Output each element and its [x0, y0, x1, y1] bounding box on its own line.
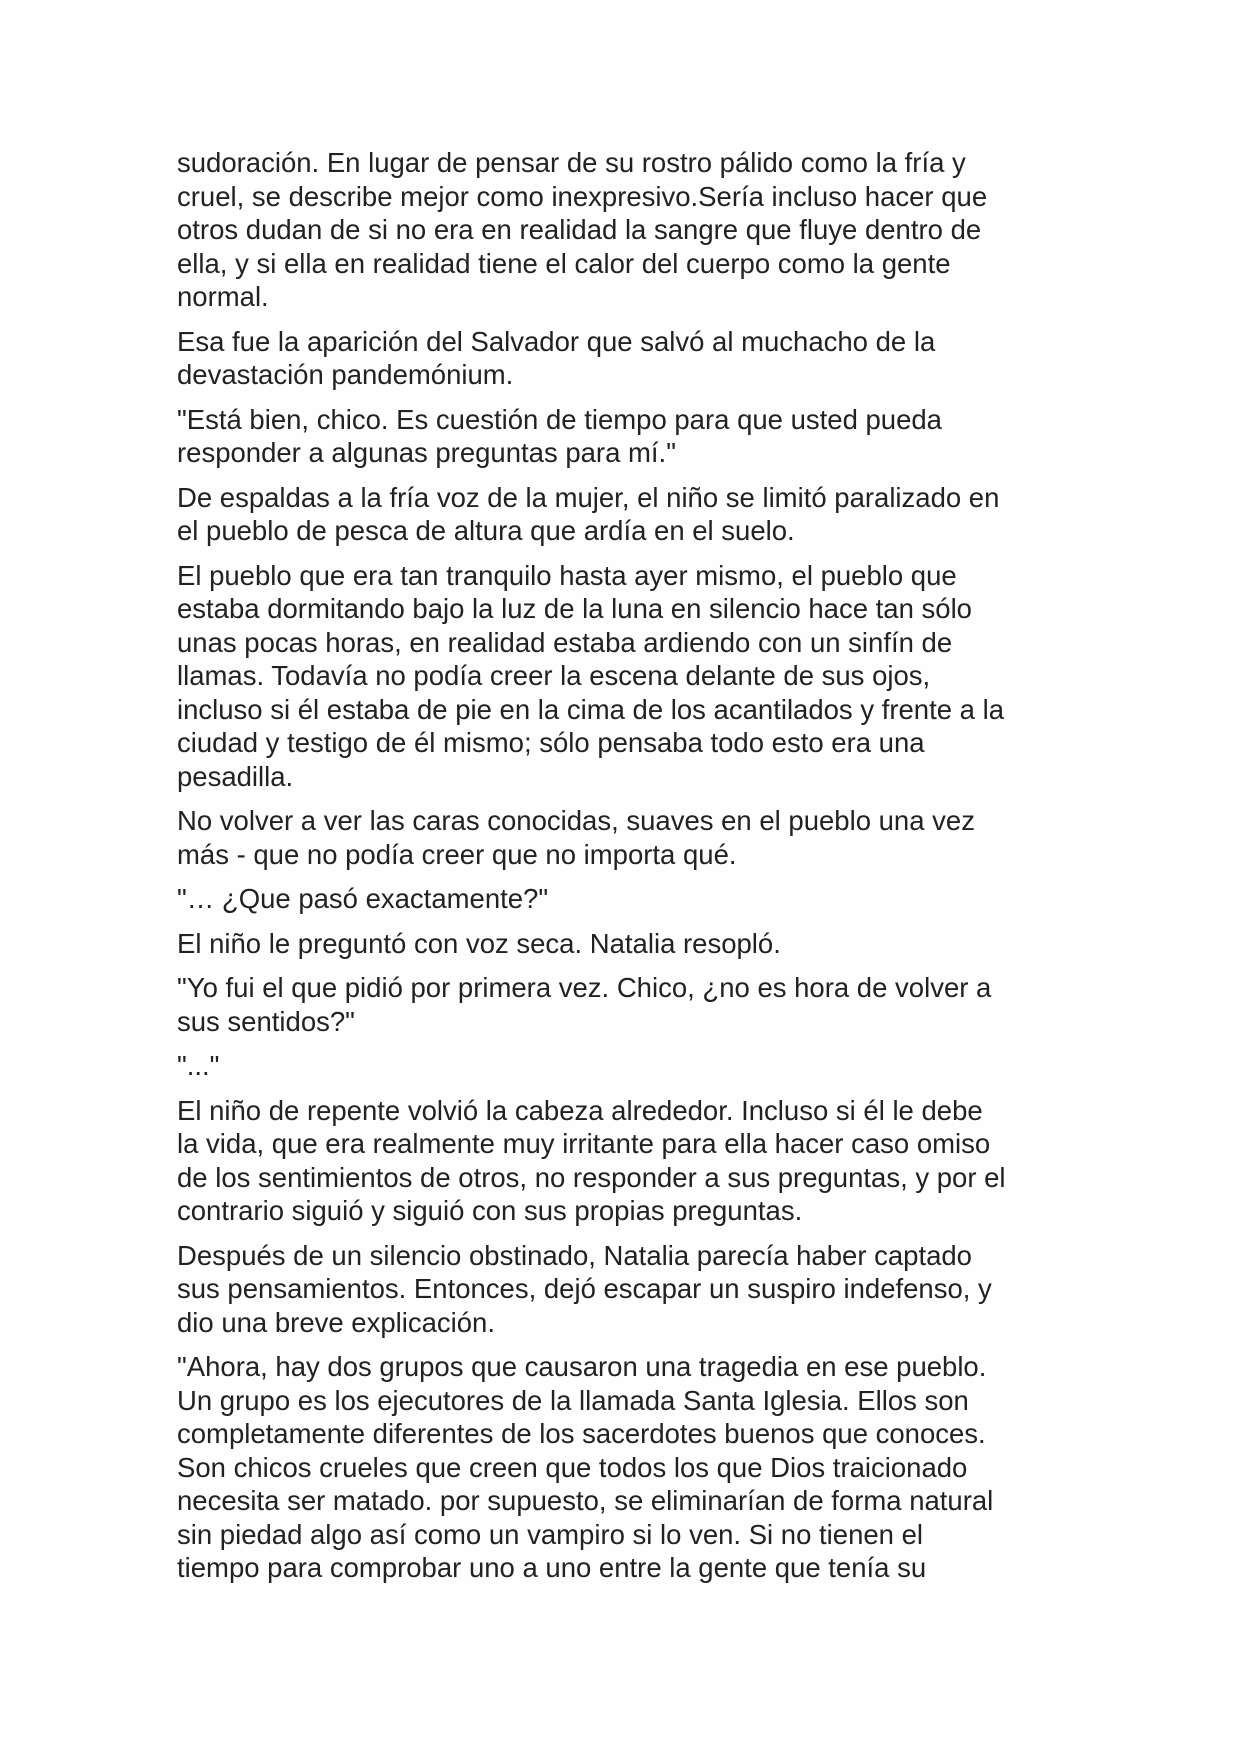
- body-text: [177, 146, 1077, 1596]
- paragraph: "Yo fui el que pidió por primera vez. Chico, ¿no es hora de volver a sus sentidos?": [177, 972, 992, 1037]
- paragraph: De espaldas a la fría voz de la mujer, el niño se limitó paralizado en el pueblo de pesca de altura que ardía en el suelo.: [177, 481, 1000, 546]
- paragraph: El niño de repente volvió la cabeza alrededor. Incluso si él le debe la vida, que era realmente muy irritante para ella hacer caso omiso de los sentimientos de otros, no responder a sus preguntas, y por el contrario siguió y siguió con sus propias preguntas.: [177, 1094, 1006, 1226]
- paragraph: "… ¿Que pasó exactamente?": [177, 883, 549, 914]
- paragraph: Esa fue la aparición del Salvador que salvó al muchacho de la devastación pandemónium.: [177, 325, 936, 390]
- paragraph: Después de un silencio obstinado, Natalia parecía haber captado sus pensamientos. Entonces, dejó escapar un suspiro indefenso, y dio una breve explicación.: [177, 1239, 992, 1338]
- paragraph: El pueblo que era tan tranquilo hasta ayer mismo, el pueblo que estaba dormitando bajo la luz de la luna en silencio hace tan sólo unas pocas horas, en realidad estaba ardiendo con un sinfín de llamas. Todavía no podía creer la escena delante de sus ojos, incluso si él estaba de pie en la cima de los acantilados y frente a la ciudad y testigo de él mismo; sólo pensaba todo esto era una pesadilla.: [177, 559, 1005, 792]
- paragraph: "Está bien, chico. Es cuestión de tiempo para que usted pueda responder a algunas preguntas para mí.": [177, 403, 942, 468]
- paragraph: sudoración. En lugar de pensar de su rostro pálido como la fría y cruel, se describe mejor como inexpresivo.Sería incluso hacer que otros dudan de si no era en realidad la sangre que fluye dentro de ella, y si ella en realidad tiene el calor del cuerpo como la gente normal.: [177, 147, 988, 312]
- paragraph: "Ahora, hay dos grupos que causaron una tragedia en ese pueblo. Un grupo es los ejecutores de la llamada Santa Iglesia. Ellos son completamente diferentes de los sacerdotes buenos que conoces. Son chicos crueles que creen que todos los que Dios traicionado necesita ser matado. por supuesto, se eliminarían de forma natural sin piedad algo así como un vampiro si lo ven. Si no tienen el tiempo para comprobar uno a uno entre la gente que tenía su: [177, 1351, 994, 1583]
- paragraph: "...": [177, 1050, 220, 1081]
- paragraph: El niño le preguntó con voz seca. Natalia resopló.: [177, 927, 781, 959]
- paragraph: No volver a ver las caras conocidas, suaves en el pueblo una vez más - que no podía creer que no importa qué.: [177, 805, 975, 870]
